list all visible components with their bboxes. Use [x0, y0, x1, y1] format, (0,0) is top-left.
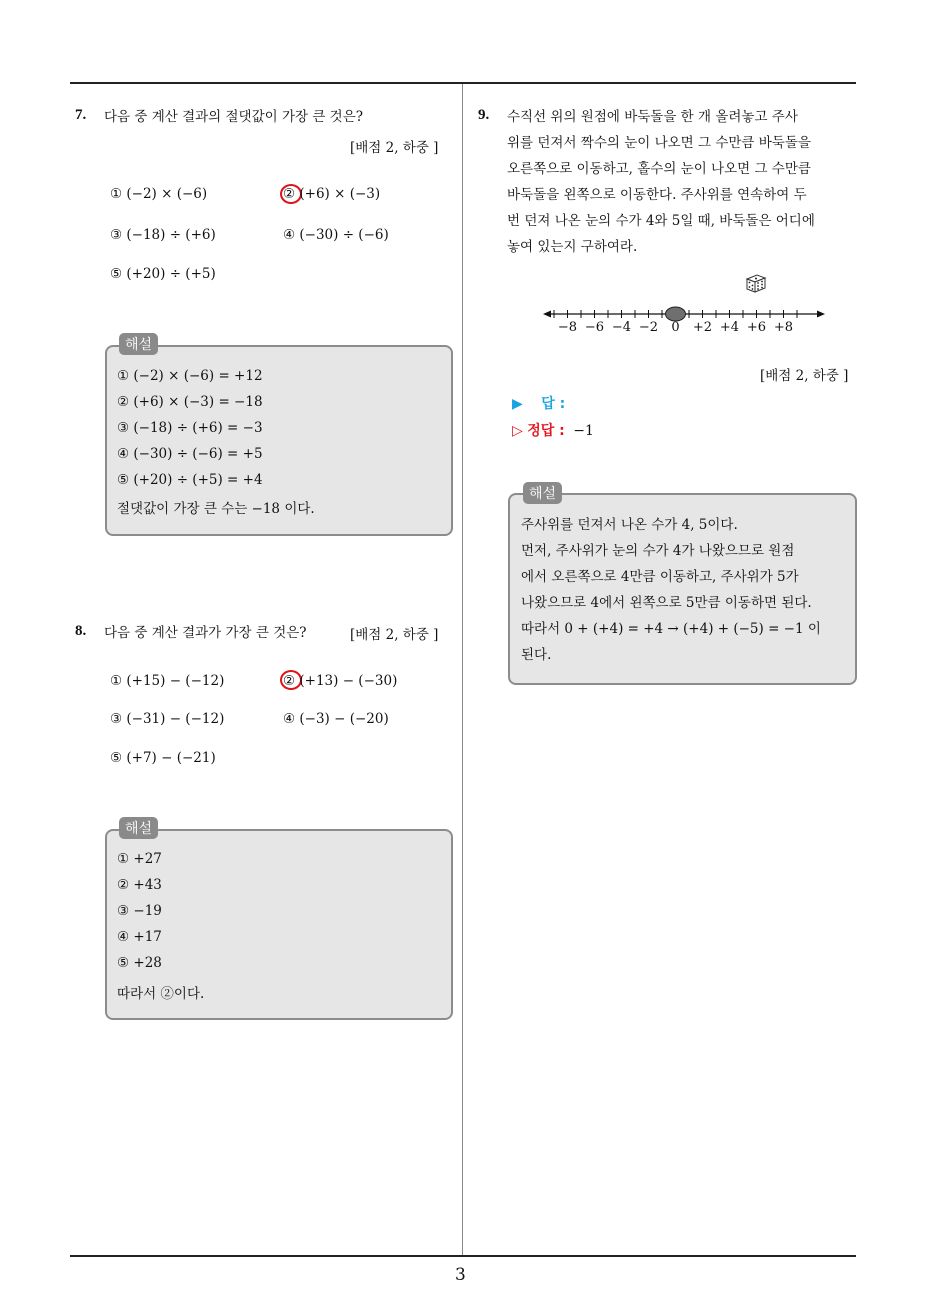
number-line-label: +8 — [773, 320, 794, 335]
number-line-label: −2 — [638, 320, 659, 335]
solution-line: 절댓값이 가장 큰 수는 −18 이다. — [117, 501, 315, 517]
answer-label: 답 : — [541, 396, 566, 412]
question-number: 9. — [478, 107, 490, 123]
solution-line: 나왔으므로 4에서 왼쪽으로 5만큼 이동하면 된다. — [521, 595, 812, 611]
question-text-line: 오른쪽으로 이동하고, 홀수의 눈이 나오면 그 수만큼 — [507, 161, 811, 177]
option-5[interactable]: ⑤ (+20) ÷ (+5) — [110, 266, 216, 282]
solution-line: 따라서 ②이다. — [117, 986, 205, 1002]
solution-line: ③ −19 — [117, 903, 162, 919]
solution-tag: 해설 — [523, 482, 562, 504]
answer-arrow-icon: ▶ — [512, 396, 523, 412]
solution-line: ⑤ +28 — [117, 955, 162, 971]
right-arrow-head — [817, 311, 825, 318]
correct-arrow-icon: ▷ — [512, 423, 523, 439]
number-line-label: −4 — [611, 320, 632, 335]
solution-line: ② +43 — [117, 877, 162, 893]
number-line-label: 0 — [671, 320, 680, 335]
solution-line: 따라서 0 + (+4) = +4 → (+4) + (−5) = −1 이 — [521, 621, 821, 637]
number-line-label: +6 — [746, 320, 767, 335]
correct-value: −1 — [573, 423, 594, 439]
question-text: 다음 중 계산 결과가 가장 큰 것은? — [104, 625, 307, 641]
question-number: 8. — [75, 623, 87, 639]
solution-tag: 해설 — [119, 817, 158, 839]
question-meta: [배점 2, 하중 ] — [350, 140, 439, 156]
bottom-rule — [70, 1255, 856, 1257]
option-4[interactable]: ④ (−30) ÷ (−6) — [283, 227, 389, 243]
number-line-label: −6 — [584, 320, 605, 335]
question-text-line: 번 던져 나온 눈의 수가 4와 5일 때, 바둑돌은 어디에 — [507, 213, 815, 229]
column-divider — [462, 84, 463, 1256]
solution-line: ① +27 — [117, 851, 162, 867]
solution-line: 된다. — [521, 647, 552, 663]
question-meta: [배점 2, 하중 ] — [350, 627, 439, 643]
number-line-label: +2 — [692, 320, 713, 335]
go-stone-icon — [666, 307, 686, 321]
solution-line: 주사위를 던져서 나온 수가 4, 5이다. — [521, 517, 738, 533]
solution-tag: 해설 — [119, 333, 158, 355]
option-2[interactable]: ② (+13) − (−30) — [283, 673, 398, 689]
option-3[interactable]: ③ (−31) − (−12) — [110, 711, 225, 727]
question-text-line: 수직선 위의 원점에 바둑돌을 한 개 올려놓고 주사 — [507, 109, 798, 125]
top-rule — [70, 82, 856, 84]
question-text-line: 놓여 있는지 구하여라. — [507, 239, 638, 255]
option-1[interactable]: ① (+15) − (−12) — [110, 673, 225, 689]
solution-line: ② (+6) × (−3) = −18 — [117, 394, 263, 410]
question-meta: [배점 2, 하중 ] — [760, 368, 849, 384]
solution-line: 먼저, 주사위가 눈의 수가 4가 나왔으므로 원점 — [521, 543, 795, 559]
option-4[interactable]: ④ (−3) − (−20) — [283, 711, 389, 727]
solution-line: ⑤ (+20) ÷ (+5) = +4 — [117, 472, 263, 488]
option-5[interactable]: ⑤ (+7) − (−21) — [110, 750, 216, 766]
number-line-label: −8 — [557, 320, 578, 335]
correct-row — [512, 420, 594, 440]
correct-label: 정답 : — [527, 423, 565, 439]
solution-line: ④ +17 — [117, 929, 162, 945]
dice-icon — [745, 273, 767, 293]
question-number: 7. — [75, 107, 87, 123]
page-number: 3 — [455, 1265, 466, 1285]
question-text: 다음 중 계산 결과의 절댓값이 가장 큰 것은? — [104, 109, 363, 125]
solution-line: ① (−2) × (−6) = +12 — [117, 368, 263, 384]
solution-line: 에서 오른쪽으로 4만큼 이동하고, 주사위가 5가 — [521, 569, 799, 585]
solution-line: ④ (−30) ÷ (−6) = +5 — [117, 446, 263, 462]
number-line-label: +4 — [719, 320, 740, 335]
question-text-line: 바둑돌을 왼쪽으로 이동한다. 주사위를 연속하여 두 — [507, 187, 807, 203]
option-3[interactable]: ③ (−18) ÷ (+6) — [110, 227, 216, 243]
option-1[interactable]: ① (−2) × (−6) — [110, 186, 208, 202]
left-arrow-head — [543, 311, 551, 318]
option-2[interactable]: ② (+6) × (−3) — [283, 186, 381, 202]
question-text-line: 위를 던져서 짝수의 눈이 나오면 그 수만큼 바둑돌을 — [507, 135, 811, 151]
answer-row — [512, 393, 565, 413]
solution-line: ③ (−18) ÷ (+6) = −3 — [117, 420, 263, 436]
